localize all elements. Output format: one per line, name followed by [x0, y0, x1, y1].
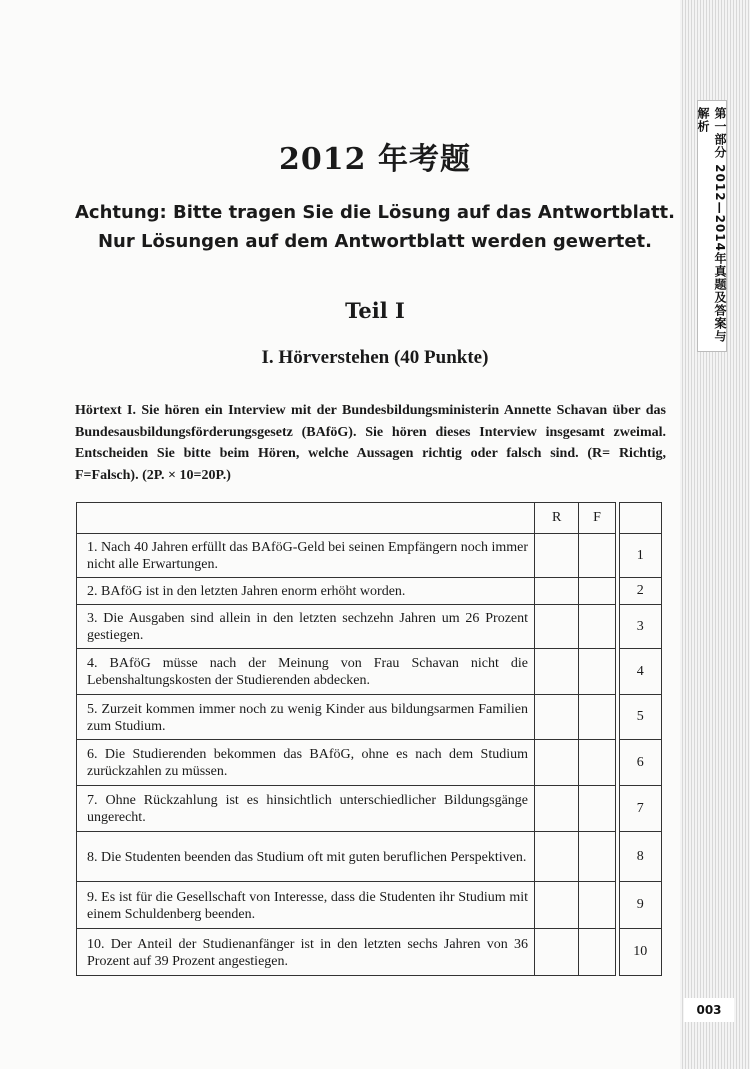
table-row [77, 578, 662, 605]
question-number: 9 [619, 882, 661, 929]
question-number: 7 [619, 786, 661, 832]
question-number: 2 [619, 578, 661, 605]
statement-text: 8. Die Studenten beenden das Studium oft mit guten beruflichen Perspektiven. [77, 832, 535, 882]
header-r: R [535, 503, 579, 534]
attention-note [0, 198, 750, 256]
answer-cell-f[interactable] [579, 786, 615, 832]
answer-cell-f[interactable] [579, 929, 615, 976]
part-heading: Teil I [345, 298, 405, 323]
question-number: 5 [619, 695, 661, 740]
chapter-label: 第一部分 2012—2014年真题及答案与解析 [696, 107, 727, 343]
attention-line-2: Nur Lösungen auf dem Antwortblatt werden gewertet. [97, 231, 652, 252]
answer-cell-f[interactable] [579, 605, 615, 649]
statement-text: 3. Die Ausgaben sind allein in den letzten sechzehn Jahren um 26 Prozent gestiegen. [77, 605, 535, 649]
answer-cell-r[interactable] [535, 929, 579, 976]
answer-cell-r[interactable] [535, 695, 579, 740]
answer-cell-r[interactable] [535, 534, 579, 578]
answer-cell-f[interactable] [579, 578, 615, 605]
table-row [77, 786, 662, 832]
answer-table [76, 502, 662, 976]
table-row [77, 740, 662, 786]
statement-text: 5. Zurzeit kommen immer noch zu wenig Kinder aus bildungsarmen Familien zum Studium. [77, 695, 535, 740]
answer-cell-f[interactable] [579, 649, 615, 695]
page-title: 2012 年考题 [279, 142, 471, 177]
header-num [619, 503, 661, 534]
header-blank [77, 503, 535, 534]
question-number: 1 [619, 534, 661, 578]
table-row [77, 605, 662, 649]
attention-line-1: Achtung: Bitte tragen Sie die Lösung auf das Antwortblatt. [75, 202, 675, 223]
question-number: 8 [619, 832, 661, 882]
answer-cell-r[interactable] [535, 786, 579, 832]
answer-cell-f[interactable] [579, 882, 615, 929]
header-f: F [579, 503, 615, 534]
answer-cell-f[interactable] [579, 695, 615, 740]
answer-cell-f[interactable] [579, 534, 615, 578]
table-row [77, 929, 662, 976]
statement-text: 9. Es ist für die Gesellschaft von Interesse, dass die Studenten ihr Studium mit einem Schuldenberg beenden. [77, 882, 535, 929]
answer-cell-r[interactable] [535, 832, 579, 882]
statement-text: 2. BAföG ist in den letzten Jahren enorm erhöht worden. [77, 578, 535, 605]
question-number: 3 [619, 605, 661, 649]
answer-cell-r[interactable] [535, 882, 579, 929]
table-header-row [77, 503, 662, 534]
answer-cell-f[interactable] [579, 832, 615, 882]
page-number: 003 [684, 998, 734, 1022]
section-heading: I. Hörverstehen (40 Punkte) [261, 347, 489, 368]
answer-cell-r[interactable] [535, 578, 579, 605]
answer-cell-r[interactable] [535, 605, 579, 649]
statement-text: 7. Ohne Rückzahlung ist es hinsichtlich unterschiedlicher Bildungsgänge ungerecht. [77, 786, 535, 832]
statement-text: 6. Die Studierenden bekommen das BAföG, ohne es nach dem Studium zurückzahlen zu müssen. [77, 740, 535, 786]
answer-cell-r[interactable] [535, 649, 579, 695]
table-row [77, 832, 662, 882]
statement-text: 1. Nach 40 Jahren erfüllt das BAföG-Geld bei seinen Empfängern noch immer nicht alle Erwartungen. [77, 534, 535, 578]
table-row [77, 882, 662, 929]
question-number: 10 [619, 929, 661, 976]
table-row [77, 695, 662, 740]
statement-text: 10. Der Anteil der Studienanfänger ist in den letzten sechs Jahren von 36 Prozent auf 39 Prozent angestiegen. [77, 929, 535, 976]
answer-cell-r[interactable] [535, 740, 579, 786]
answer-cell-f[interactable] [579, 740, 615, 786]
question-number: 4 [619, 649, 661, 695]
instructions-paragraph: Hörtext I. Sie hören ein Interview mit der Bundesbildungsministerin Annette Schavan über das Bundesausbildungsförderungsgesetz (BAföG). Sie hören dieses Interview insgesamt zweimal. Entscheiden Sie bitte beim Hören, welche Aussagen richtig oder falsch sind. (R= Richtig, F=Falsch). (2P. × 10=20P.) [75, 403, 666, 483]
table-row [77, 649, 662, 695]
statement-text: 4. BAföG müsse nach der Meinung von Frau Schavan nicht die Lebenshaltungskosten der Studierenden abdecken. [77, 649, 535, 695]
question-number: 6 [619, 740, 661, 786]
table-row [77, 534, 662, 578]
